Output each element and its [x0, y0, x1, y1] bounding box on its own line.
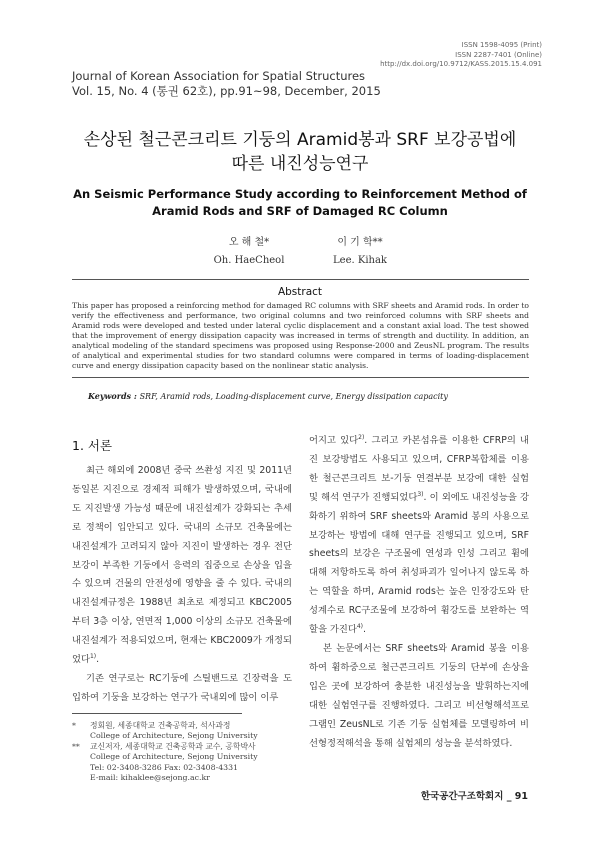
footnote-mark: *	[72, 721, 76, 730]
footnotes	[72, 721, 302, 783]
author-2-korean: 이 기 학**	[337, 237, 383, 248]
footnote-2	[72, 742, 302, 784]
left-column	[72, 462, 292, 708]
footnote-1	[72, 721, 302, 742]
footnote-line: 교신저자, 세종대학교 건축공학과 교수, 공학박사	[90, 741, 256, 751]
reference-mark: 1)	[89, 652, 97, 660]
abstract-text: This paper has proposed a reinforcing method for damaged RC columns with SRF sheets and Aramid rods. In order to verify the effectiveness and performance, two original columns and two reinforced columns with SRF sheets and Aramid rods were developed and tested under lateral cyclic displacement and a constant axial load. The test showed that the improvement of energy dissipation capacity was increased in terms of strength and ductility. In addition, an analytical modeling of the standard specimens was proposed using Response-2000 and ZeusNL program. The results of analytical and experimental studies for two standard columns were compared in terms of loading-displacement curve and energy dissipation capacity based on the nonlinear static analysis.	[72, 301, 529, 370]
reference-mark: 3)	[417, 490, 424, 498]
abstract-bottom-rule	[72, 377, 529, 378]
issn-print: ISSN 1598-4095 (Print)	[461, 41, 542, 49]
author-1-english: Oh. HaeCheol	[213, 255, 285, 266]
paragraph-text: . 그리고 카본섬유를 이용한 CFRP의 내진 보강방법도 사용되고 있으며, CFRP복합체를 이용한 철근콘크리트 보-기둥 연결부분 보강에 대한 실험 및 해석 연구가 진행되었다	[309, 435, 529, 503]
english-title-line2: Aramid Rods and SRF of Damaged RC Column	[152, 204, 448, 218]
paragraph-text: 어지고 있다	[309, 435, 359, 446]
korean-title	[0, 128, 600, 176]
footnote-mark: **	[72, 741, 80, 751]
paragraph-text: . 이 외에도 내진성능을 강화하기 위하여 SRF sheets와 Aramid 봉의 사용으로 보강하는 방법에 대해 연구를 진행되고 있으며, SRF sheets의 보강은 구조물에 연성과 인성 그리고 휨에 대해 저항하도록 하여 취성파괴가 일어나지 않도록 하는 역할을 하며, Aramid rods는 높은 인장강도와 탄성계수로 RC구조물에 보강하여 휨강도를 보완하는 역할을 가진다	[309, 491, 530, 636]
footnote-line: College of Architecture, Sejong University	[90, 731, 258, 741]
section-heading: 1. 서론	[72, 438, 113, 453]
footnote-line: Tel: 02-3408-3286 Fax: 02-3408-4331	[90, 762, 239, 772]
paragraph-text: .	[96, 654, 100, 666]
korean-title-line2: 따른 내진성능연구	[231, 154, 369, 174]
page-footer: 한국공간구조학회지 _ 91	[420, 791, 528, 802]
abstract-top-rule	[72, 279, 529, 280]
paragraph: 본 논문에서는 SRF sheets와 Aramid 봉을 이용하여 휨하중으로 철근콘크리트 기둥의 단부에 손상을 입은 곳에 보강하여 충분한 내진성능을 발휘하는지에 대한 실험연구를 진행하였다. 그리고 비선형해석프로그램인 ZeusNL로 기존 기둥 실험체를 모델링하여 비선형정적해석을 통해 실험체의 성능을 분석하였다.	[309, 642, 529, 749]
paragraph-text: .	[363, 624, 366, 636]
keywords-label: Keywords :	[88, 391, 140, 401]
issn-online: ISSN 2287-7401 (Online)	[455, 50, 542, 59]
author-2	[290, 234, 430, 270]
abstract-heading: Abstract	[277, 286, 323, 298]
footnote-email[interactable]: E-mail: kihaklee@sejong.ac.kr	[90, 773, 210, 783]
english-title	[0, 186, 600, 220]
issn-block	[380, 41, 542, 70]
paragraph	[72, 462, 292, 670]
footnote-line: College of Architecture, Sejong University	[90, 752, 258, 762]
keywords	[88, 391, 448, 401]
reference-mark: 2)	[358, 433, 365, 441]
doi-link[interactable]: http://dx.doi.org/10.9712/KASS.2015.15.4.091	[380, 60, 542, 68]
keywords-text: SRF, Aramid rods, Loading-displacement curve, Energy dissipation capacity	[139, 392, 448, 401]
footnote-rule	[72, 713, 242, 714]
right-column	[309, 432, 529, 753]
paragraph-text: 최근 해외에 2008년 중국 쓰촨성 지진 및 2011년 동일본 지진으로 경제적 피해가 발생하였으며, 국내에도 지진발생 가능성 때문에 내진설계가 강화되는 추세로 정책이 입안되고 있다. 국내의 소규모 건축물에는 내진설계가 고려되지 않아 지진이 발생하는 경우 전단보강이 부족한 기둥에서 응력의 집중으로 손상을 입을 수 있으며 건물의 안전성에 영향을 줄 수 있다. 국내의 내진설계규정은 1988년 최초로 제정되고 KBC2005부터 3층 이상, 연면적 1,000 이상의 소규모 건축물에 내진설계가 적용되었으며, 현재는 KBC2009가 개정되었다	[72, 465, 292, 666]
english-title-line1: An Seismic Performance Study according to Reinforcement Method of	[73, 187, 527, 201]
footnote-line: 정회원, 세종대학교 건축공학과, 석사과정	[90, 721, 231, 730]
journal-header	[72, 69, 381, 99]
author-2-english: Lee. Kihak	[333, 255, 387, 266]
volume-line: Vol. 15, No. 4 (통권 62호), pp.91~98, December, 2015	[72, 84, 381, 98]
journal-name: Journal of Korean Association for Spatial Structures	[72, 69, 366, 83]
korean-title-line1: 손상된 철근콘크리트 기둥의 Aramid봉과 SRF 보강공법에	[83, 130, 517, 150]
reference-mark: 4)	[356, 622, 364, 630]
paragraph	[309, 432, 529, 640]
paragraph: 기존 연구로는 RC기둥에 스틸밴드로 긴장력을 도입하여 기둥을 보강하는 연구가 국내외에 많이 이루	[72, 672, 292, 703]
author-1-korean: 오 해 철*	[228, 237, 270, 248]
